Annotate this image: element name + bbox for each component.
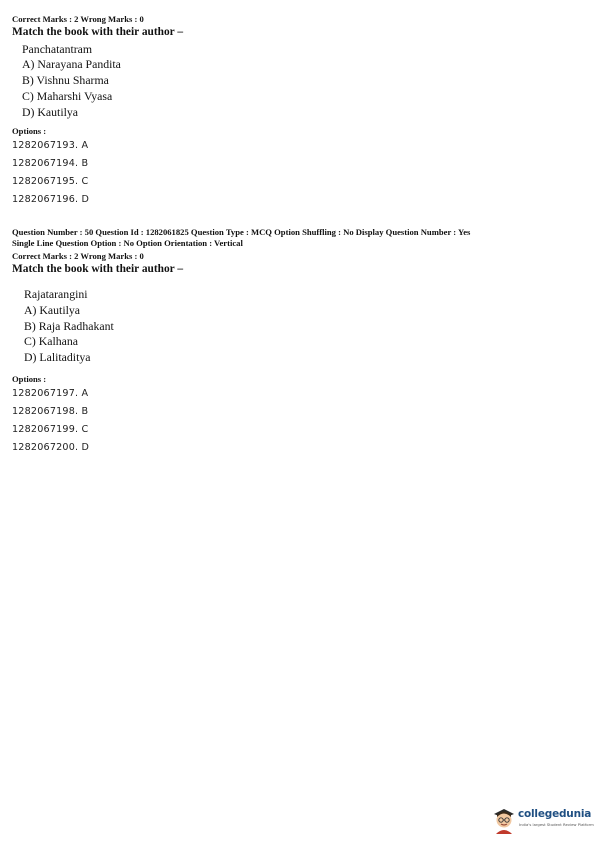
q1-choice-c: C) Maharshi Vyasa bbox=[22, 89, 113, 103]
q2-meta bbox=[12, 227, 572, 248]
q2-meta-line-1: Question Number : 50 Question Id : 1282061825 Question Type : MCQ Option Shuffling : No Display Question Number : Yes bbox=[12, 227, 471, 237]
logo-tagline: India's largest Student Review Platform bbox=[519, 822, 594, 827]
q1-choice-d: D) Kautilya bbox=[22, 105, 79, 119]
q2-marks: Correct Marks : 2 Wrong Marks : 0 bbox=[12, 251, 144, 261]
q2-options-label: Options : bbox=[12, 374, 47, 384]
q1-option-3: 1282067195. C bbox=[12, 176, 89, 187]
q1-option-2: 1282067194. B bbox=[12, 158, 89, 169]
q1-option-4: 1282067196. D bbox=[12, 194, 90, 205]
q2-option-3: 1282067199. C bbox=[12, 424, 89, 435]
q2-question-text: Match the book with their author – bbox=[12, 263, 184, 275]
q1-options-label: Options : bbox=[12, 126, 47, 136]
q2-choice-c: C) Kalhana bbox=[24, 334, 79, 348]
q2-option-1: 1282067197. A bbox=[12, 388, 89, 399]
logo-wordmark: collegedunia bbox=[518, 808, 592, 820]
q2-choice-a: A) Kautilya bbox=[24, 303, 81, 317]
q1-book-title: Panchatantram bbox=[22, 42, 93, 56]
student-mascot-icon bbox=[491, 804, 517, 834]
q1-marks: Correct Marks : 2 Wrong Marks : 0 bbox=[12, 14, 144, 24]
q2-option-2: 1282067198. B bbox=[12, 406, 89, 417]
q1-choice-b: B) Vishnu Sharma bbox=[22, 73, 109, 87]
q1-choice-a: A) Narayana Pandita bbox=[22, 57, 121, 71]
q2-option-4: 1282067200. D bbox=[12, 442, 90, 453]
collegedunia-logo[interactable] bbox=[491, 802, 594, 838]
q2-choice-d: D) Lalitaditya bbox=[24, 350, 91, 364]
q2-book-title: Rajatarangini bbox=[24, 287, 88, 301]
q2-meta-line-2: Single Line Question Option : No Option Orientation : Vertical bbox=[12, 237, 243, 248]
q1-question-text: Match the book with their author – bbox=[12, 26, 184, 38]
q1-option-1: 1282067193. A bbox=[12, 140, 89, 151]
q2-choice-b: B) Raja Radhakant bbox=[24, 319, 114, 333]
